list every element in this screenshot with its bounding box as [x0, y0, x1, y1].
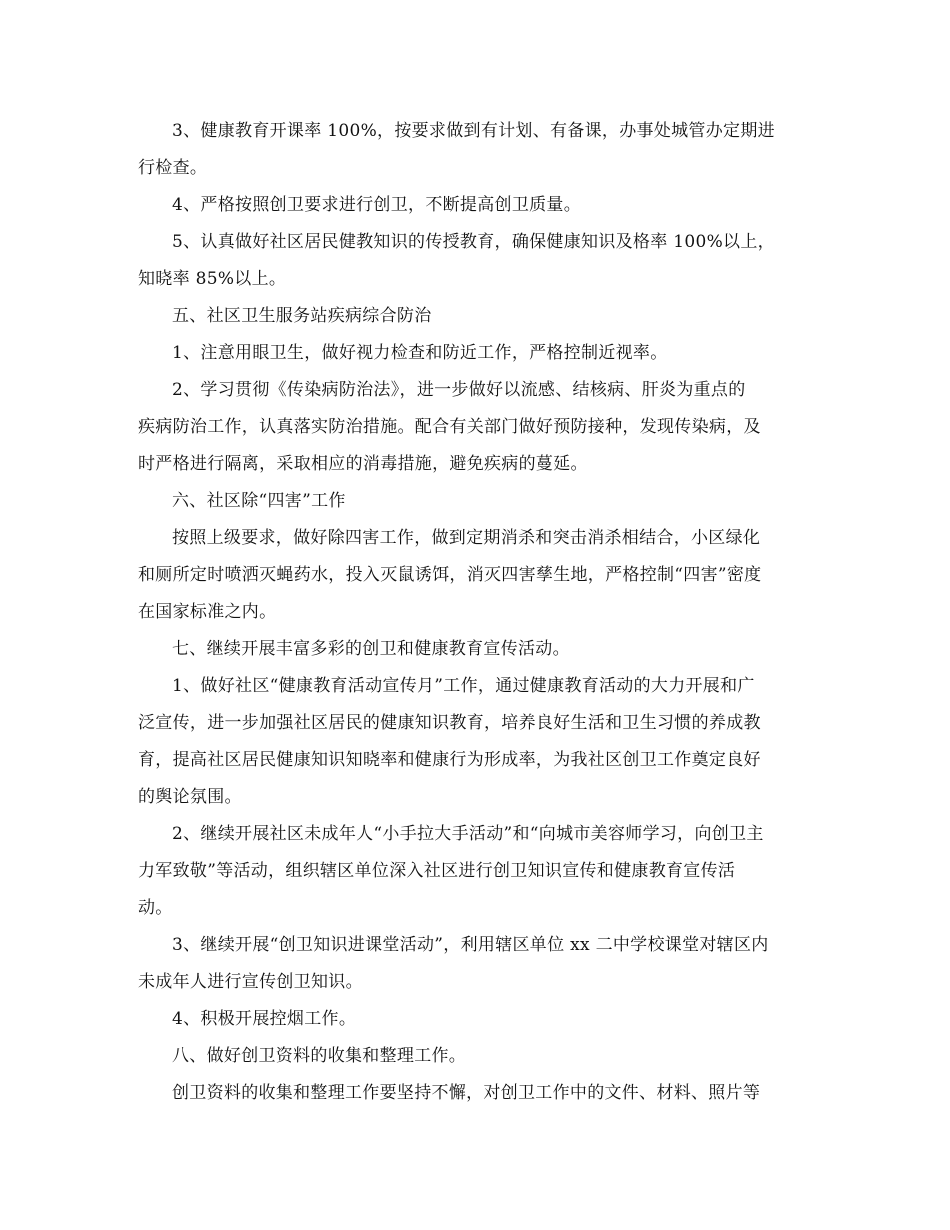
paragraph-p10 — [138, 668, 812, 816]
paragraph-p7 — [138, 483, 812, 520]
text-line: 和厕所定时喷洒灭蝇药水，投入灭鼠诱饵，消灭四害孳生地，严格控制“四害”密度 — [138, 565, 762, 585]
paragraph-p9 — [138, 631, 812, 668]
text-line: 3、健康教育开课率 100%，按要求做到有计划、有备课，办事处城管办定期进 — [172, 121, 775, 141]
text-line: 动。 — [138, 898, 173, 918]
text-line: 泛宣传，进一步加强社区居民的健康知识教育，培养良好生活和卫生习惯的养成教 — [138, 713, 761, 733]
text-line: 2、学习贯彻《传染病防治法》，进一步做好以流感、结核病、肝炎为重点的 — [172, 380, 746, 400]
paragraph-p3 — [138, 224, 812, 298]
paragraph-p2 — [138, 187, 812, 224]
text-line: 五、社区卫生服务站疾病综合防治 — [172, 306, 432, 326]
paragraph-p12 — [138, 927, 812, 1001]
text-line: 5、认真做好社区居民健教知识的传授教育，确保健康知识及格率 100%以上， — [172, 232, 775, 252]
text-line: 1、注意用眼卫生，做好视力检查和防近工作，严格控制近视率。 — [172, 343, 668, 363]
text-line: 七、继续开展丰富多彩的创卫和健康教育宣传活动。 — [172, 639, 570, 659]
text-line: 4、严格按照创卫要求进行创卫，不断提高创卫质量。 — [172, 195, 582, 215]
text-line: 疾病防治工作，认真落实防治措施。配合有关部门做好预防接种，发现传染病，及 — [138, 417, 761, 437]
paragraph-p1 — [138, 113, 812, 187]
text-line: 在国家标准之内。 — [138, 602, 277, 622]
paragraph-p14 — [138, 1038, 812, 1075]
paragraph-p6 — [138, 372, 812, 483]
text-line: 八、做好创卫资料的收集和整理工作。 — [172, 1046, 467, 1066]
paragraph-p13 — [138, 1001, 812, 1038]
paragraph-p11 — [138, 816, 812, 927]
paragraph-p8 — [138, 520, 812, 631]
text-line: 3、继续开展“创卫知识进课堂活动”，利用辖区单位 xx 二中学校课堂对辖区内 — [172, 935, 769, 955]
text-line: 创卫资料的收集和整理工作要坚持不懈，对创卫工作中的文件、材料、照片等 — [172, 1083, 761, 1103]
text-line: 未成年人进行宣传创卫知识。 — [138, 972, 363, 992]
text-line: 4、积极开展控烟工作。 — [172, 1009, 357, 1029]
text-line: 知晓率 85%以上。 — [138, 269, 287, 289]
paragraph-p4 — [138, 298, 812, 335]
text-line: 1、做好社区“健康教育活动宣传月”工作，通过健康教育活动的大力开展和广 — [172, 676, 755, 696]
text-line: 按照上级要求，做好除四害工作，做到定期消杀和突击消杀相结合，小区绿化 — [172, 528, 761, 548]
document-body — [138, 113, 812, 1112]
text-line: 时严格进行隔离，采取相应的消毒措施，避免疾病的蔓延。 — [138, 454, 588, 474]
paragraph-p15 — [138, 1075, 812, 1112]
text-line: 力军致敬”等活动，组织辖区单位深入社区进行创卫知识宣传和健康教育宣传活 — [138, 861, 736, 881]
text-line: 的舆论氛围。 — [138, 787, 242, 807]
text-line: 2、继续开展社区未成年人“小手拉大手活动”和“向城市美容师学习，向创卫主 — [172, 824, 764, 844]
text-line: 育，提高社区居民健康知识知晓率和健康行为形成率，为我社区创卫工作奠定良好 — [138, 750, 761, 770]
text-line: 行检查。 — [138, 158, 208, 178]
text-line: 六、社区除“四害”工作 — [172, 491, 346, 511]
paragraph-p5 — [138, 335, 812, 372]
